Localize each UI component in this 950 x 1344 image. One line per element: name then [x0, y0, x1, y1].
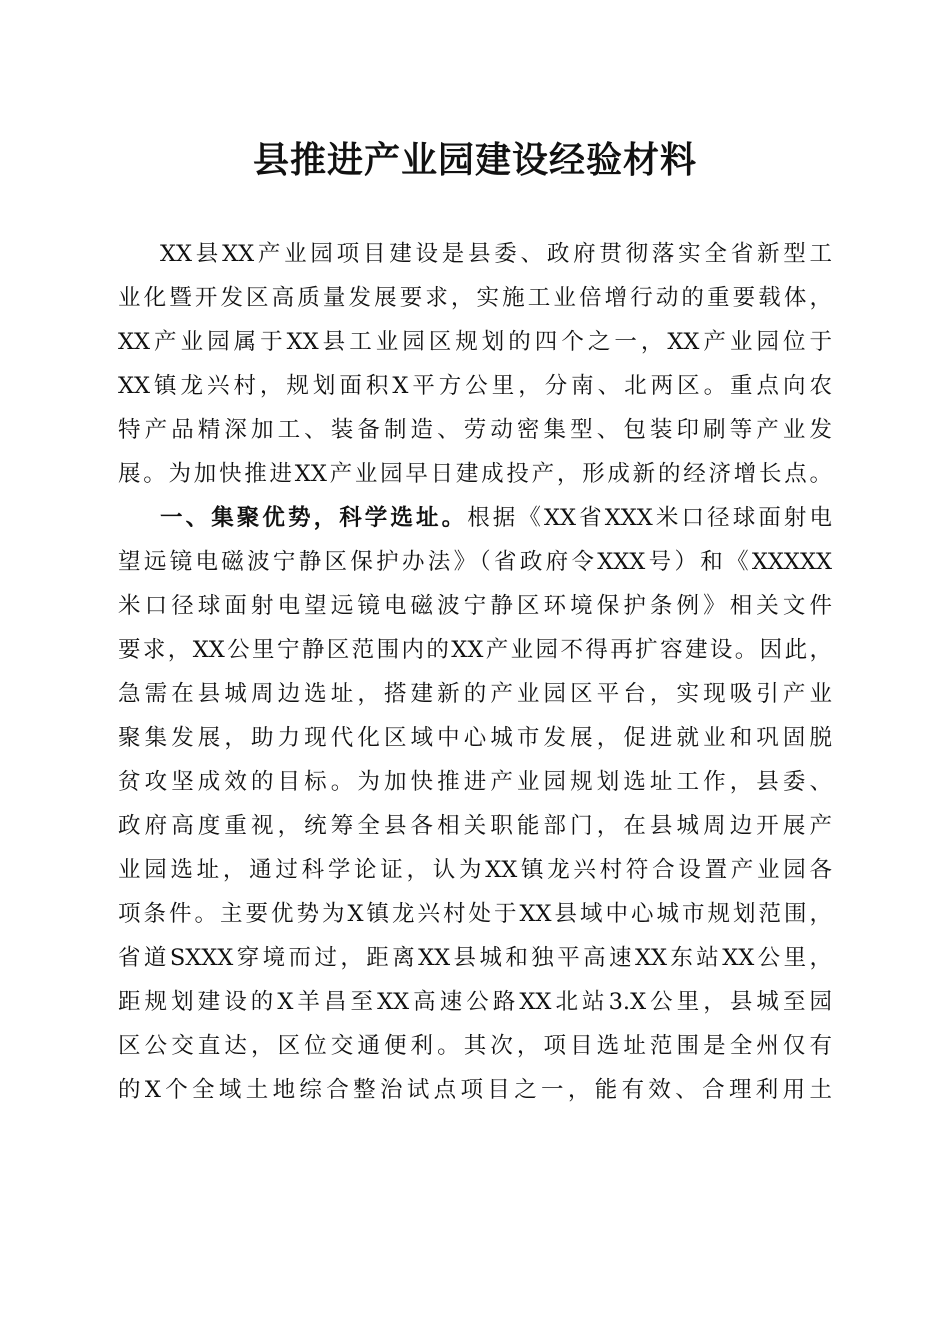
- paragraph-1-line: 展。为加快推进XX产业园早日建成投产，形成新的经济增长点。: [118, 461, 832, 487]
- paragraph-1-line: XX镇龙兴村，规划面积X平方公里，分南、北两区。重点向农: [118, 373, 832, 399]
- section-1-line: 业园选址，通过科学论证，认为XX镇龙兴村符合设置产业园各: [118, 857, 832, 883]
- paragraph-1-line: XX县XX产业园项目建设是县委、政府贯彻落实全省新型工: [160, 241, 832, 267]
- section-1-line: 的X个全域土地综合整治试点项目之一，能有效、合理利用土: [118, 1077, 832, 1103]
- section-1-first-line-text: 根据《XX省XXX米口径球面射电: [467, 505, 832, 531]
- paragraph-1-line: XX产业园属于XX县工业园区规划的四个之一，XX产业园位于: [118, 329, 832, 355]
- section-1-line: 贫攻坚成效的目标。为加快推进产业园规划选址工作，县委、: [118, 769, 832, 795]
- document-body: [118, 232, 832, 1112]
- section-1-line: 急需在县城周边选址，搭建新的产业园区平台，实现吸引产业: [118, 681, 832, 707]
- section-1-line: 省道SXXX穿境而过，距离XX县城和独平高速XX东站XX公里，: [118, 945, 832, 971]
- document-title: 县推进产业园建设经验材料: [252, 139, 697, 181]
- section-1-line: 距规划建设的X羊昌至XX高速公路XX北站3.X公里，县城至园: [118, 989, 832, 1015]
- paragraph-1-line: 特产品精深加工、装备制造、劳动密集型、包装印刷等产业发: [118, 417, 832, 443]
- section-1-line: 要求，XX公里宁静区范围内的XX产业园不得再扩容建设。因此，: [118, 637, 832, 663]
- section-1-first-line: [118, 496, 832, 540]
- section-1-line: 项条件。主要优势为X镇龙兴村处于XX县域中心城市规划范围，: [118, 901, 832, 927]
- section-1-line: 聚集发展，助力现代化区域中心城市发展，促进就业和巩固脱: [118, 725, 832, 751]
- section-1-line: 米口径球面射电望远镜电磁波宁静区环境保护条例》相关文件: [118, 593, 832, 619]
- section-1-line: 区公交直达，区位交通便利。其次，项目选址范围是全州仅有: [118, 1033, 832, 1059]
- section-1-line: 政府高度重视，统筹全县各相关职能部门，在县城周边开展产: [118, 813, 832, 839]
- section-1-line: 望远镜电磁波宁静区保护办法》（省政府令XXX号）和《XXXXX: [118, 549, 832, 575]
- section-1-heading: 一、集聚优势，科学选址。: [160, 505, 468, 531]
- paragraph-1-line: 业化暨开发区高质量发展要求，实施工业倍增行动的重要载体，: [118, 285, 832, 311]
